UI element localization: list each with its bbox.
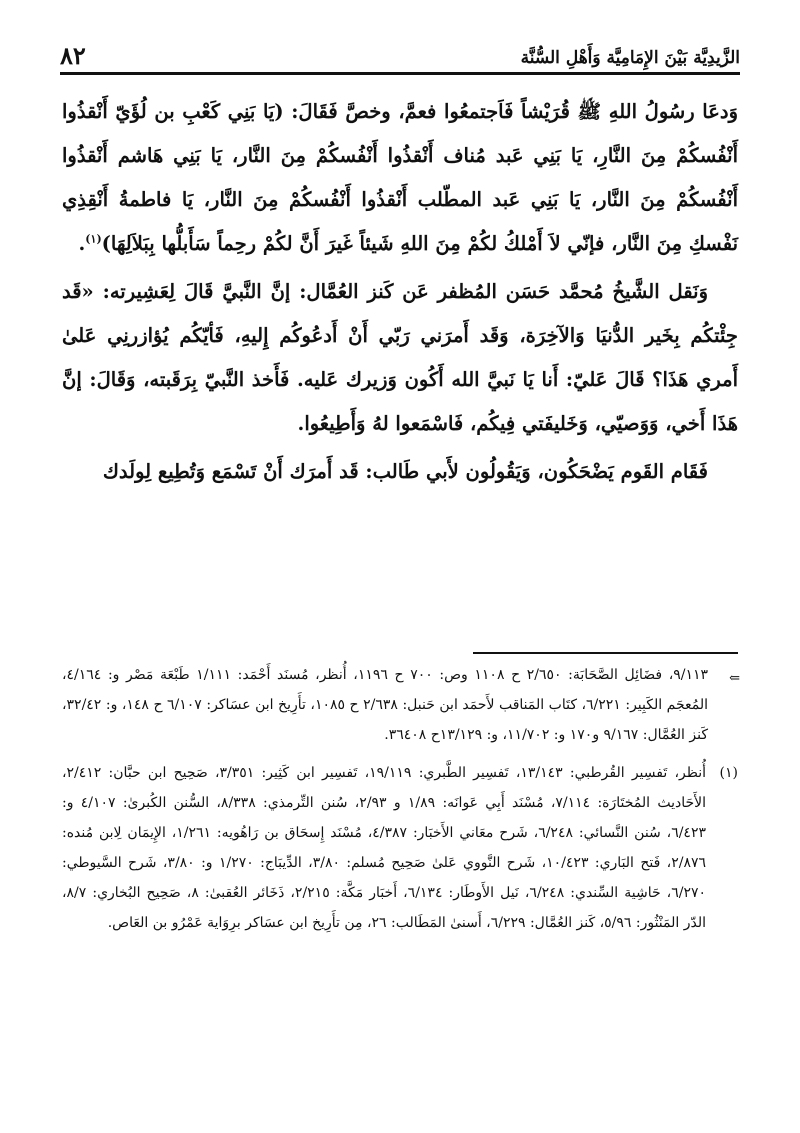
footnote-reference[interactable]: (١)	[85, 232, 102, 246]
book-title: الزَّيدِيَّة بَيْنَ الإِمَامِيَّة وَأَهْلِ السُّنَّة	[520, 48, 740, 68]
running-header	[60, 28, 740, 75]
footnotes	[62, 660, 738, 938]
footnote-continuation	[62, 660, 738, 750]
paragraph-1-text: وَدعَا رسُولُ اللهِ ﷺ قُرَيْشاً فَاَجتمعُوا فعمَّ، وخصَّ فَقَالَ: (يَا بَنِي كَعْبِ بن لُؤَيّ أَنْقذُوا أَنْفُسكُمْ مِنَ النَّارِ، يَا بَنِي عَبد مُناف أَنْقذُوا أَنْفُسكُمْ مِنَ النَّار، يَا بَنِي هَاشم أَنْقذُوا أَنْفُسكُمْ مِنَ النَّار، يَا بَنِي عَبد المطّلب أَنْقذُوا أَنْفُسكُمْ مِنَ النَّار، يَا فاطمةُ أَنْقِذِي نَفْسكِ مِنَ النَّار، فإنّي لاَ أَمْلكُ لكُمْ مِنَ اللهِ شَيئاً غَيرَ أَنَّ لكُمْ رحِماً سَأَبلُّها بِبَلاَلِهَا)	[62, 100, 738, 255]
paragraph-1-closing: .	[78, 232, 86, 255]
paragraph-2: وَنَقل الشَّيخُ مُحمَّد حَسَن المُظفر عَن كَنز العُمَّال: إنَّ النَّبيَّ قَالَ لِعَشِيرته: «قَد جِئْتكُم بِخَير الدُّنيَا وَالآخِرَة، وَقَد أَمرَني رَبّي أَنْ أَدعُوكُم إِليهِ، فَأيّكُم يُؤازرنِي عَلىٰ أَمري هَذَا؟ قَالَ عَليّ: أَنا يَا نَبيَّ الله أَكُون وَزيرك عَليه. فَأَخذ النَّبيّ بِرَقَبته، وَقَالَ: إنَّ هَذَا أَخي، وَوَصيّي، وَخَليفَتي فِيكُم، فَاسْمَعوا لهُ وَأَطِيعُوا.	[62, 280, 738, 435]
page-number: ٨٢	[60, 41, 86, 70]
paragraph-3: فَقَام القَوم يَضْحَكُون، وَيَقُولُون لأَبي طَالب: قَد أَمرَك أَنْ تَسْمَع وَتُطِيع لِولَدك	[102, 460, 708, 483]
footnote-1-label: (١)	[719, 765, 738, 781]
paragraph-1	[62, 90, 738, 266]
footnote-1-text: أُنظر، تَفسِير القُرطبي: ١٣/١٤٣، تَفسِير الطَّبري: ١٩/١١٩، تَفسِير ابن كَثِير: ٣/٣٥١، صَحِيح ابن حبَّان: ٢/٤١٢، الأَحَاديث المُختَارَة: ٧/١١٤، مُسْنَد أَبِي عَوانَه: ١/٨٩ و ٢/٩٣، سُنن التِّرمذي: ٨/٣٣٨، السُّنن الكُبرىٰ: ٤/١٠٧ و: ٦/٤٢٣، سُنن النَّسائي: ٦/٢٤٨، شَرح معَاني الأَخبَار: ٤/٣٨٧، مُسْنَد إِسحَاق بن رَاهُويه: ١/٢٦١، الإِيمَان لِابن مُنده: ٢/٨٧٦، فَتح البَاري: ١٠/٤٢٣، شَرح النَّووي عَلىٰ صَحِيح مُسلم: ٣/٨٠، الدِّيبَاج: ١/٢٧٠ و: ٣/٨٠، شَرح السَّيوطي: ٦/٢٧٠، حَاشِية السِّندي: ٦/٢٤٨، نَيل الأَوطَار: ٦/١٣٤، أَخبَار مَكَّة: ٢/٢١٥، ذَخَائر العُقبىٰ: ٨، صَحِيح البُخاري: ٨/٧، الدّر المَنْثُور: ٥/٩٦، كَنز العُمَّال: ٦/٢٢٩، أَسنىٰ المَطَالب: ٢٦، مِن تأَرِيخ ابن عسَاكر برِوَاية عَمْرُو بن العَاص.	[62, 765, 706, 931]
continuation-arrow-icon: ⇐	[729, 671, 740, 686]
footnote-separator	[473, 652, 738, 654]
footnote-continuation-text: ٩/١١٣، فضَائِل الصَّحَابَة: ٢/٦٥٠ ح ١١٠٨ وص: ٧٠٠ ح ١١٩٦، أُنظر، مُسنَد أَحْمَد: ١/١١١ طَبْعَة مَصْر و: ٤/١٦٤، المُعجَم الكَبِير: ٦/٢٢١، كتَاب المَناقب لأَحمَد ابن حَنبل: ٢/٦٣٨ ح ١٠٨٥، تأَرِيخ ابن عسَاكر: ٦/١٠٧ ح ١٤٨، و: ٣٢/٤٢، كَنز العُمَّال: ٩/١٦٧ و١٧٠ و: ١١/٧٠٢، و: ١٣/١٢٩ح ٣٦٤٠٨.	[62, 667, 709, 743]
main-text	[62, 90, 738, 494]
footnote-1	[62, 758, 738, 938]
